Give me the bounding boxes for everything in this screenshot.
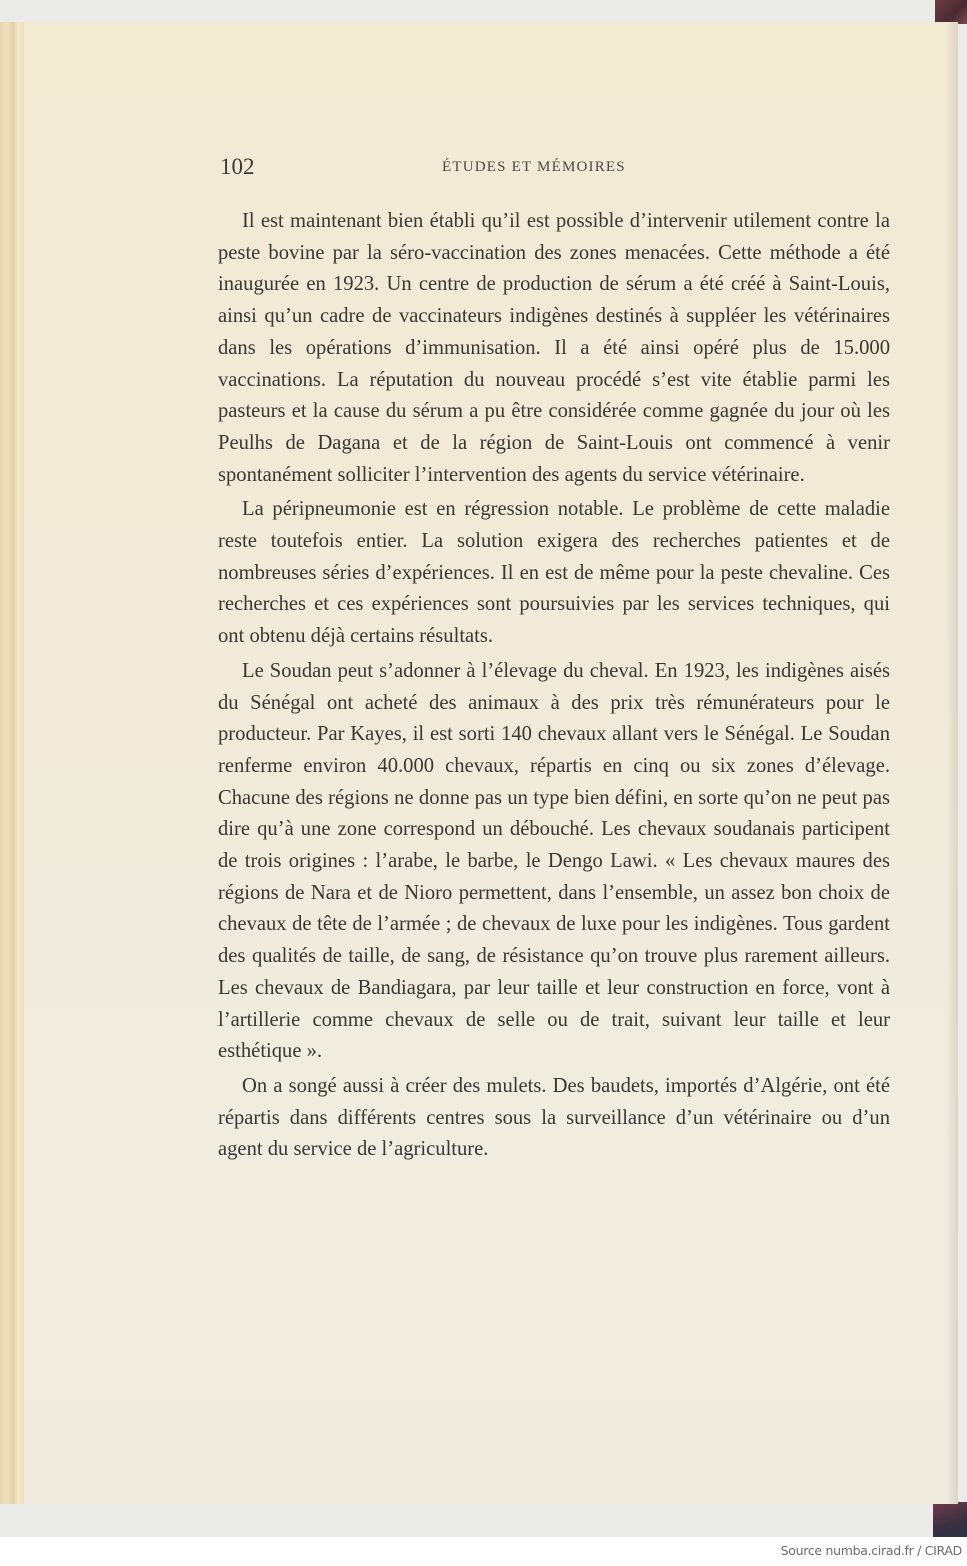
book-cover-corner-top bbox=[935, 0, 967, 24]
page-gutter-shadow bbox=[946, 22, 958, 1504]
paragraph-horse-breeding: Le Soudan peut s’adonner à l’élevage du cheval. En 1923, les indigènes aisés du Sénégal ont acheté des animaux à des prix très rémunérateurs pour le producteur. Par Kayes, il est sorti 140 chevaux allant vers le Sénégal. Le Soudan renferme environ 40.000 chevaux, répartis en cinq ou six zones d’élevage. Chacune des régions ne donne pas un type bien défini, en sorte qu’on ne peut pas dire qu’à une zone correspond un débouché. Les chevaux soudanais participent de trois origines : l’arabe, le barbe, le Dengo Lawi. « Les chevaux maures des régions de Nara et de Nioro permettent, dans l’ensemble, un assez bon choix de chevaux de tête de l’armée ; de chevaux de luxe pour les indigènes. Tous gardent des qualités de taille, de sang, de résistance qu’on trouve plus rarement ailleurs. Les chevaux de Bandiagara, par leur taille et leur construction en force, vont à l’artillerie comme chevaux de selle ou de trait, suivant leur taille et leur esthétique ». bbox=[218, 659, 890, 1063]
page-number: 102 bbox=[220, 154, 255, 179]
book-cover-corner-bottom bbox=[933, 1502, 967, 1537]
paragraph-mules: On a songé aussi à créer des mulets. Des baudets, importés d’Algérie, ont été répartis dans différents centres sous la surveillance d’un vétérinaire ou d’un agent du service de l’agriculture. bbox=[218, 1074, 890, 1161]
source-credit: Source numba.cirad.fr / CIRAD bbox=[780, 1543, 962, 1558]
running-head bbox=[218, 154, 898, 188]
body-text bbox=[218, 206, 890, 1169]
running-title: ÉTUDES ET MÉMOIRES bbox=[442, 159, 626, 175]
paragraph-rinderpest: Il est maintenant bien établi qu’il est possible d’intervenir utilement contre la peste bovine par la séro-vaccination des zones menacées. Cette méthode a été inaugurée en 1923. Un centre de production de sérum a été créé à Saint-Louis, ainsi qu’un cadre de vaccinateurs indigènes destinés à suppléer les vétérinaires dans les opérations d’immunisation. Il a été ainsi opéré plus de 15.000 vaccinations. La réputation du nouveau procédé s’est vite établie parmi les pasteurs et la cause du sérum a pu être considérée comme gagnée du jour où les Peulhs de Dagana et de la région de Saint-Louis ont commencé à venir spontanément solliciter l’intervention des agents du service vétérinaire. bbox=[218, 210, 890, 486]
page-edge-stack bbox=[0, 22, 24, 1504]
paragraph-peripneumonia: La péripneumonie est en régression notable. Le problème de cette maladie reste toutefois entier. La solution exigera des recherches patientes et de nombreuses séries d’expériences. Il en est de même pour la peste chevaline. Ces recherches et ces expériences sont poursuivies par les services techniques, qui ont obtenu déjà certains résultats. bbox=[218, 498, 890, 648]
